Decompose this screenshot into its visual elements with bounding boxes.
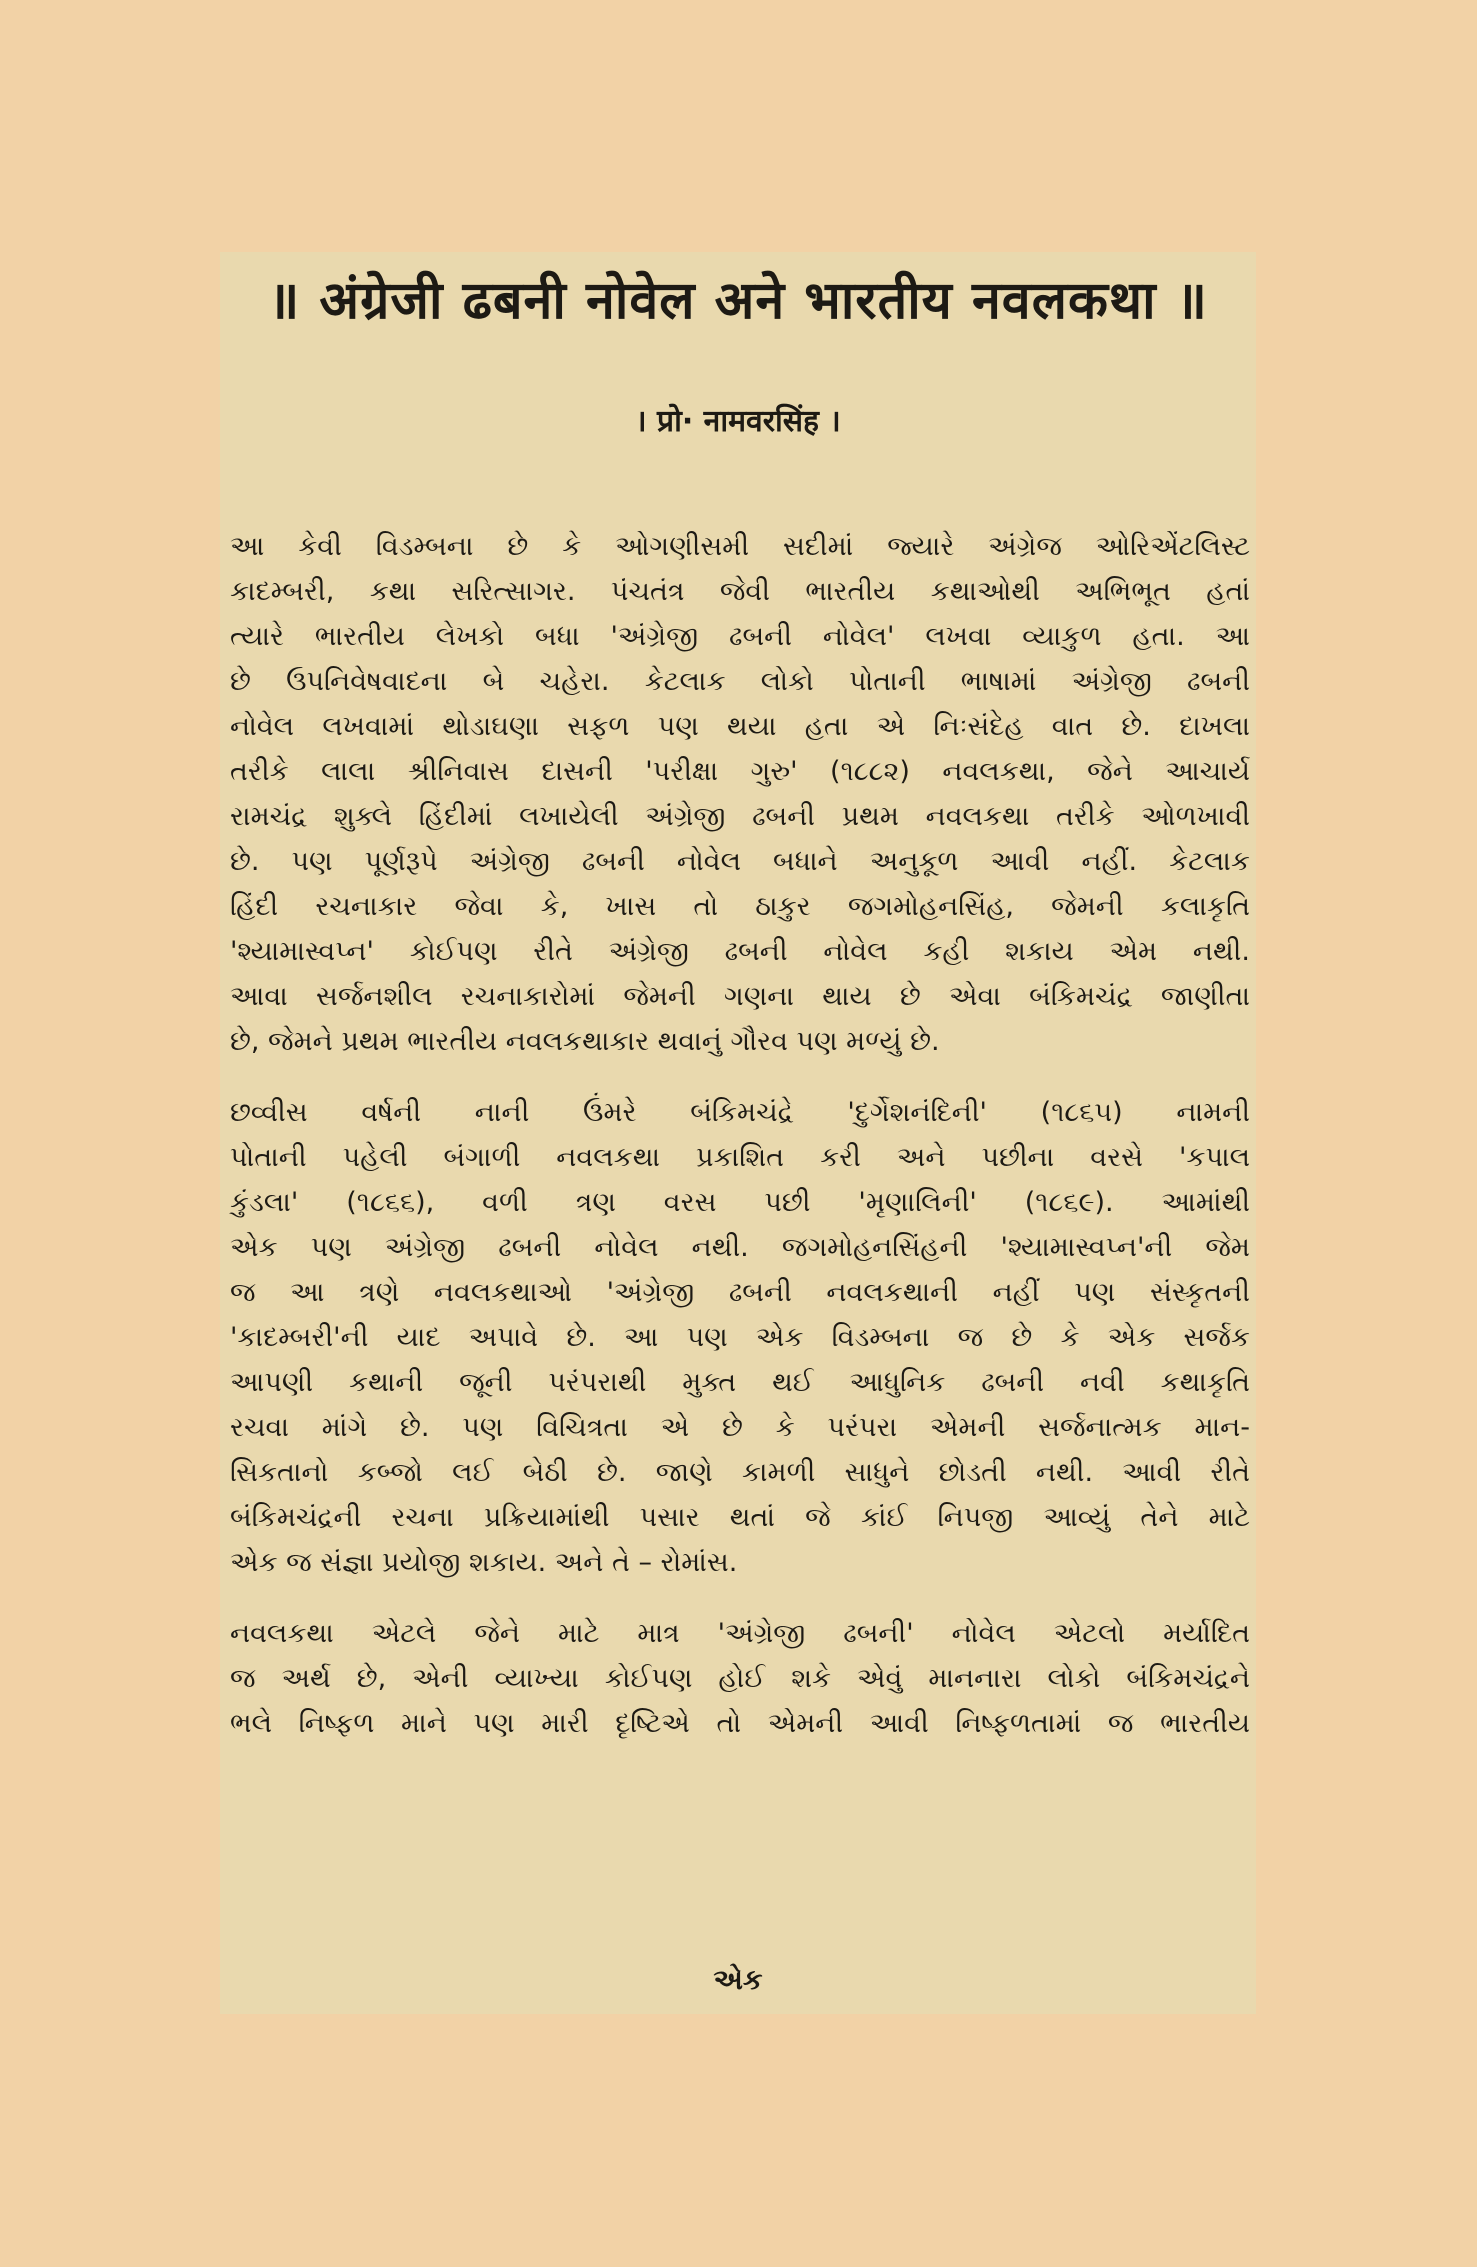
text-line: રચવા માંગે છે. પણ વિચિત્રતા એ છે કે પરંપરા એમની સર્જનાત્મક માન- [230,1412,1250,1443]
text-line: જ અર્થ છે, એની વ્યાખ્યા કોઈપણ હોઈ શકે એવું માનનારા લોકો બંકિમચંદ્રને [230,1663,1250,1694]
text-line: બંકિમચંદ્રની રચના પ્રક્રિયામાંથી પસાર થતાં જે કાંઈ નિપજી આવ્યું તેને માટે [230,1502,1250,1533]
page-sheet [220,252,1256,2014]
text-line: છવ્વીસ વર્ષની નાની ઉંમરે બંકિમચંદ્રે 'દુર્ગેશનંદિની' (૧૮૬૫) નામની [230,1097,1250,1128]
text-line: તરીકે લાલા શ્રીનિવાસ દાસની 'પરીક્ષા ગુરુ' (૧૮૮૨) નવલકથા, જેને આચાર્ય [230,756,1250,787]
paragraph-1 [230,524,1250,1064]
text-line: એક જ સંજ્ઞા પ્રયોજી શકાય. અને તે – રોમાંસ. [230,1547,738,1578]
text-line: આવા સર્જનશીલ રચનાકારોમાં જેમની ગણના થાય છે એવા બંકિમચંદ્ર જાણીતા [230,981,1250,1012]
body-text [230,524,1250,1746]
author-line: । प्रो· नामवरसिंह । [635,404,841,439]
text-line: 'શ્યામાસ્વપ્ન' કોઈપણ રીતે અંગ્રેજી ઢબની નોવેલ કહી શકાય એમ નથી. [230,936,1250,967]
page-title: ॥ अंग्रेजी ढबनी नोवेल अने भारतीय नवलकथा ॥ [268,271,1208,331]
paragraph-3 [230,1611,1250,1746]
text-line: આપણી કથાની જૂની પરંપરાથી મુક્ત થઈ આધુનિક ઢબની નવી કથાકૃતિ [230,1367,1250,1398]
text-line: કુંડલા' (૧૮૬૬), વળી ત્રણ વરસ પછી 'મૃણાલિની' (૧૮૬૯). આમાંથી [230,1187,1250,1218]
text-line: પોતાની પહેલી બંગાળી નવલકથા પ્રકાશિત કરી અને પછીના વરસે 'કપાલ [230,1142,1250,1173]
text-line: એક પણ અંગ્રેજી ઢબની નોવેલ નથી. જગમોહનસિંહની 'શ્યામાસ્વપ્ન'ની જેમ [230,1232,1250,1263]
text-line: છે ઉપનિવેષવાદના બે ચહેરા. કેટલાક લોકો પોતાની ભાષામાં અંગ્રેજી ઢબની [230,666,1250,697]
text-line: નોવેલ લખવામાં થોડાઘણા સફળ પણ થયા હતા એ નિઃસંદેહ વાત છે. દાખલા [230,711,1250,742]
text-line: 'કાદમ્બરી'ની યાદ અપાવે છે. આ પણ એક વિડમ્બના જ છે કે એક સર્જક [230,1322,1250,1353]
text-line: કાદમ્બરી, કથા સરિત્સાગર. પંચતંત્ર જેવી ભારતીય કથાઓથી અભિભૂત હતાં [230,576,1250,607]
text-line: ભલે નિષ્ફળ માને પણ મારી દૃષ્ટિએ તો એમની આવી નિષ્ફળતામાં જ ભારતીય [230,1708,1250,1739]
text-line: છે. પણ પૂર્ણરૂપે અંગ્રેજી ઢબની નોવેલ બધાને અનુકૂળ આવી નહીં. કેટલાક [230,846,1250,877]
text-line: આ કેવી વિડમ્બના છે કે ઓગણીસમી સદીમાં જ્યારે અંગ્રેજ ઓરિએંટલિસ્ટ [230,531,1250,562]
page-number: એક [713,1963,763,1996]
text-line: હિંદી રચનાકાર જેવા કે, ખાસ તો ઠાકુર જગમોહનસિંહ, જેમની કલાકૃતિ [230,891,1250,922]
text-line: સિકતાનો કબ્જો લઈ બેઠી છે. જાણે કામળી સાધુને છોડતી નથી. આવી રીતે [230,1457,1250,1488]
text-line: નવલકથા એટલે જેને માટે માત્ર 'અંગ્રેજી ઢબની' નોવેલ એટલો મર્યાદિત [230,1618,1250,1649]
text-line: ત્યારે ભારતીય લેખકો બધા 'અંગ્રેજી ઢબની નોવેલ' લખવા વ્યાકુળ હતા. આ [230,621,1250,652]
paragraph-2 [230,1090,1250,1585]
text-line: છે, જેમને પ્રથમ ભારતીય નવલકથાકાર થવાનું ગૌરવ પણ મળ્યું છે. [230,1026,940,1057]
text-line: રામચંદ્ર શુક્લે હિંદીમાં લખાયેલી અંગ્રેજી ઢબની પ્રથમ નવલકથા તરીકે ઓળખાવી [230,801,1250,832]
text-line: જ આ ત્રણે નવલકથાઓ 'અંગ્રેજી ઢબની નવલકથાની નહીં પણ સંસ્કૃતની [230,1277,1250,1308]
